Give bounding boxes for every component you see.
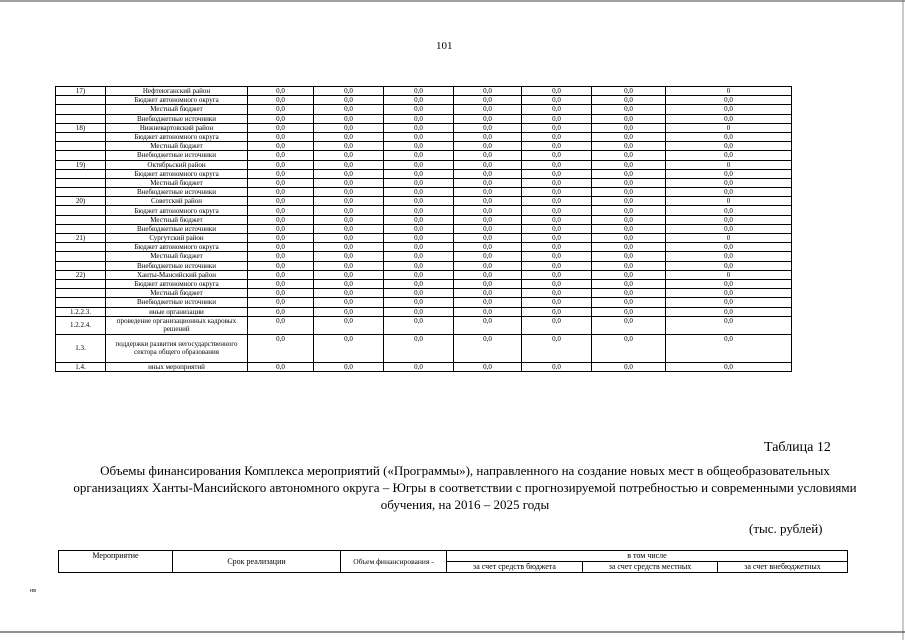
value-cell: 0,0 (384, 289, 454, 298)
value-cell: 0,0 (666, 178, 792, 187)
table-row (56, 307, 792, 316)
row-name-cell: Местный бюджет (106, 178, 248, 187)
row-name-cell: Сургутский район (106, 234, 248, 243)
row-number-cell (56, 289, 106, 298)
value-cell: 0,0 (454, 261, 522, 270)
row-name-cell: иных мероприятий (106, 362, 248, 371)
value-cell: 0,0 (522, 206, 592, 215)
value-cell: 0,0 (666, 224, 792, 233)
table-row (56, 316, 792, 334)
value-cell: 0,0 (666, 316, 792, 334)
value-cell: 0,0 (666, 307, 792, 316)
row-number-cell (56, 96, 106, 105)
value-cell: 0,0 (314, 252, 384, 261)
value-cell: 0,0 (384, 334, 454, 362)
table-row (56, 224, 792, 233)
value-cell: 0,0 (454, 252, 522, 261)
header-extra: за счет внебюджетных (718, 562, 848, 573)
row-number-cell: 22) (56, 270, 106, 279)
value-cell: 0,0 (314, 279, 384, 288)
row-number-cell (56, 132, 106, 141)
value-cell: 0 (666, 197, 792, 206)
value-cell: 0,0 (454, 87, 522, 96)
value-cell: 0,0 (592, 298, 666, 307)
value-cell: 0,0 (248, 270, 314, 279)
value-cell: 0,0 (454, 188, 522, 197)
value-cell: 0,0 (666, 261, 792, 270)
value-cell: 0,0 (522, 224, 592, 233)
value-cell: 0,0 (522, 160, 592, 169)
table-row (56, 279, 792, 288)
value-cell: 0,0 (592, 178, 666, 187)
value-cell: 0,0 (384, 188, 454, 197)
value-cell: 0,0 (384, 114, 454, 123)
value-cell: 0,0 (314, 298, 384, 307)
value-cell: 0,0 (248, 334, 314, 362)
value-cell: 0,0 (592, 289, 666, 298)
value-cell: 0,0 (248, 105, 314, 114)
value-cell: 0,0 (314, 169, 384, 178)
value-cell: 0,0 (248, 123, 314, 132)
header-term: Срок реализации (173, 551, 341, 573)
value-cell: 0,0 (454, 243, 522, 252)
table-row (56, 169, 792, 178)
value-cell: 0,0 (592, 87, 666, 96)
value-cell: 0,0 (314, 96, 384, 105)
value-cell: 0,0 (384, 279, 454, 288)
value-cell: 0,0 (592, 151, 666, 160)
value-cell: 0,0 (248, 206, 314, 215)
value-cell: 0,0 (454, 142, 522, 151)
row-number-cell (56, 105, 106, 114)
value-cell: 0,0 (314, 261, 384, 270)
value-cell: 0,0 (314, 123, 384, 132)
table-row (56, 298, 792, 307)
value-cell: 0,0 (666, 243, 792, 252)
value-cell: 0,0 (248, 142, 314, 151)
row-name-cell: Ханты-Мансийский район (106, 270, 248, 279)
row-name-cell: Внебюджетные источники (106, 261, 248, 270)
value-cell: 0,0 (384, 215, 454, 224)
value-cell: 0,0 (248, 188, 314, 197)
value-cell: 0,0 (454, 215, 522, 224)
table-row (56, 197, 792, 206)
value-cell: 0,0 (666, 298, 792, 307)
row-name-cell: Бюджет автономного округа (106, 96, 248, 105)
value-cell: 0,0 (314, 243, 384, 252)
value-cell: 0,0 (314, 142, 384, 151)
row-number-cell (56, 206, 106, 215)
value-cell: 0,0 (314, 215, 384, 224)
value-cell: 0,0 (314, 234, 384, 243)
value-cell: 0,0 (454, 224, 522, 233)
table-row (56, 215, 792, 224)
scan-edge-right (902, 0, 904, 640)
value-cell: 0,0 (522, 87, 592, 96)
value-cell: 0,0 (314, 114, 384, 123)
row-name-cell: Местный бюджет (106, 289, 248, 298)
value-cell: 0,0 (454, 362, 522, 371)
value-cell: 0,0 (454, 197, 522, 206)
value-cell: 0,0 (384, 169, 454, 178)
row-number-cell (56, 298, 106, 307)
value-cell: 0,0 (522, 261, 592, 270)
value-cell: 0,0 (522, 178, 592, 187)
value-cell: 0,0 (522, 96, 592, 105)
row-number-cell (56, 178, 106, 187)
row-number-cell (56, 243, 106, 252)
value-cell: 0,0 (248, 151, 314, 160)
value-cell: 0,0 (666, 132, 792, 141)
value-cell: 0,0 (522, 279, 592, 288)
value-cell: 0,0 (384, 105, 454, 114)
table-row (56, 123, 792, 132)
value-cell: 0,0 (522, 289, 592, 298)
value-cell: 0,0 (248, 224, 314, 233)
row-number-cell: 1.2.2.4. (56, 316, 106, 334)
row-name-cell: Бюджет автономного округа (106, 169, 248, 178)
funding-table (55, 86, 792, 372)
value-cell: 0,0 (314, 289, 384, 298)
row-name-cell: Советский район (106, 197, 248, 206)
row-number-cell: 1.4. (56, 362, 106, 371)
value-cell: 0,0 (248, 96, 314, 105)
row-name-cell: Внебюджетные источники (106, 224, 248, 233)
row-number-cell (56, 261, 106, 270)
value-cell: 0,0 (314, 151, 384, 160)
header-volume: Объем финансирования - (341, 551, 447, 573)
row-name-cell: Внебюджетные источники (106, 114, 248, 123)
row-number-cell (56, 215, 106, 224)
row-name-cell: Внебюджетные источники (106, 188, 248, 197)
value-cell: 0,0 (454, 105, 522, 114)
value-cell: 0,0 (384, 234, 454, 243)
row-name-cell: Местный бюджет (106, 105, 248, 114)
row-name-cell: Местный бюджет (106, 142, 248, 151)
row-name-cell: Внебюджетные источники (106, 298, 248, 307)
value-cell: 0,0 (384, 307, 454, 316)
value-cell: 0 (666, 87, 792, 96)
value-cell: 0,0 (384, 243, 454, 252)
value-cell: 0,0 (248, 252, 314, 261)
value-cell: 0,0 (592, 105, 666, 114)
value-cell: 0,0 (522, 197, 592, 206)
value-cell: 0,0 (666, 114, 792, 123)
value-cell: 0,0 (454, 307, 522, 316)
value-cell: 0,0 (314, 87, 384, 96)
value-cell: 0,0 (666, 289, 792, 298)
value-cell: 0,0 (384, 252, 454, 261)
row-number-cell: 19) (56, 160, 106, 169)
value-cell: 0,0 (592, 142, 666, 151)
value-cell: 0,0 (592, 270, 666, 279)
value-cell: 0,0 (314, 307, 384, 316)
table-row (56, 362, 792, 371)
value-cell: 0,0 (666, 142, 792, 151)
value-cell: 0,0 (314, 206, 384, 215)
value-cell: 0,0 (592, 123, 666, 132)
value-cell: 0,0 (522, 142, 592, 151)
value-cell: 0,0 (666, 169, 792, 178)
value-cell: 0,0 (384, 151, 454, 160)
value-cell: 0,0 (592, 96, 666, 105)
row-name-cell: проведение организационных кадровых решений (106, 316, 248, 334)
value-cell: 0,0 (384, 224, 454, 233)
row-number-cell: 18) (56, 123, 106, 132)
value-cell: 0,0 (454, 114, 522, 123)
row-number-cell (56, 279, 106, 288)
units-label: (тыс. рублей) (749, 521, 823, 536)
value-cell: 0,0 (454, 123, 522, 132)
row-name-cell: Октябрьский район (106, 160, 248, 169)
value-cell: 0,0 (384, 142, 454, 151)
value-cell: 0,0 (384, 270, 454, 279)
value-cell: 0,0 (454, 298, 522, 307)
value-cell: 0 (666, 123, 792, 132)
table-row (56, 234, 792, 243)
value-cell: 0,0 (666, 105, 792, 114)
value-cell: 0,0 (454, 160, 522, 169)
row-number-cell: 17) (56, 87, 106, 96)
value-cell: 0,0 (592, 188, 666, 197)
value-cell: 0,0 (248, 87, 314, 96)
value-cell: 0,0 (454, 270, 522, 279)
table-row (56, 178, 792, 187)
value-cell: 0,0 (454, 169, 522, 178)
value-cell: 0,0 (454, 206, 522, 215)
header-local: за счет средств местных (583, 562, 718, 573)
row-name-cell: Бюджет автономного округа (106, 279, 248, 288)
value-cell: 0,0 (248, 243, 314, 252)
value-cell: 0,0 (522, 316, 592, 334)
value-cell: 0,0 (522, 298, 592, 307)
value-cell: 0,0 (454, 178, 522, 187)
value-cell: 0,0 (454, 289, 522, 298)
value-cell: 0,0 (454, 132, 522, 141)
table-row (56, 261, 792, 270)
row-number-cell: 21) (56, 234, 106, 243)
table-row (56, 243, 792, 252)
value-cell: 0,0 (384, 132, 454, 141)
row-number-cell: 20) (56, 197, 106, 206)
table-row (56, 105, 792, 114)
table-row (56, 132, 792, 141)
row-number-cell (56, 151, 106, 160)
value-cell: 0,0 (522, 234, 592, 243)
value-cell: 0,0 (248, 114, 314, 123)
page-number: 101 (436, 40, 453, 52)
header-event: Мероприятие (59, 551, 173, 573)
row-name-cell: Бюджет автономного округа (106, 132, 248, 141)
table-row (56, 289, 792, 298)
value-cell: 0,0 (314, 362, 384, 371)
value-cell: 0,0 (454, 316, 522, 334)
value-cell: 0,0 (522, 123, 592, 132)
value-cell: 0,0 (522, 307, 592, 316)
value-cell: 0,0 (522, 215, 592, 224)
header-including: в том числе (447, 551, 848, 562)
value-cell: 0,0 (522, 105, 592, 114)
value-cell: 0,0 (314, 160, 384, 169)
value-cell: 0,0 (522, 188, 592, 197)
value-cell: 0,0 (314, 224, 384, 233)
row-number-cell: 1.2.2.3. (56, 307, 106, 316)
value-cell: 0,0 (592, 279, 666, 288)
table-row (56, 114, 792, 123)
value-cell: 0,0 (314, 316, 384, 334)
value-cell: 0,0 (384, 298, 454, 307)
value-cell: 0,0 (592, 132, 666, 141)
row-number-cell (56, 169, 106, 178)
value-cell: 0,0 (454, 96, 522, 105)
value-cell: 0,0 (248, 307, 314, 316)
value-cell: 0,0 (384, 87, 454, 96)
value-cell: 0,0 (248, 178, 314, 187)
value-cell: 0,0 (666, 206, 792, 215)
value-cell: 0,0 (592, 307, 666, 316)
table-row (56, 87, 792, 96)
value-cell: 0,0 (666, 279, 792, 288)
value-cell: 0,0 (592, 114, 666, 123)
value-cell: 0,0 (666, 334, 792, 362)
value-cell: 0 (666, 160, 792, 169)
row-name-cell: иные организации (106, 307, 248, 316)
scan-edge-bottom (0, 631, 905, 633)
value-cell: 0,0 (248, 362, 314, 371)
value-cell: 0,0 (248, 215, 314, 224)
value-cell: 0,0 (314, 334, 384, 362)
value-cell: 0,0 (522, 362, 592, 371)
value-cell: 0,0 (384, 178, 454, 187)
value-cell: 0,0 (248, 160, 314, 169)
value-cell: 0,0 (454, 334, 522, 362)
table-row (56, 160, 792, 169)
value-cell: 0,0 (248, 279, 314, 288)
table-row (56, 206, 792, 215)
row-name-cell: Внебюджетные источники (106, 151, 248, 160)
value-cell: 0,0 (522, 169, 592, 178)
value-cell: 0,0 (522, 132, 592, 141)
value-cell: 0,0 (384, 123, 454, 132)
value-cell: 0,0 (314, 178, 384, 187)
row-number-cell: 1.3. (56, 334, 106, 362)
value-cell: 0,0 (592, 160, 666, 169)
row-name-cell: Бюджет автономного округа (106, 206, 248, 215)
value-cell: 0,0 (592, 316, 666, 334)
value-cell: 0,0 (248, 169, 314, 178)
value-cell: 0,0 (666, 362, 792, 371)
row-name-cell: Местный бюджет (106, 252, 248, 261)
table-row (56, 252, 792, 261)
value-cell: 0,0 (666, 188, 792, 197)
value-cell: 0,0 (522, 114, 592, 123)
table-row (56, 334, 792, 362)
value-cell: 0,0 (592, 261, 666, 270)
value-cell: 0,0 (248, 316, 314, 334)
value-cell: 0,0 (592, 224, 666, 233)
value-cell: 0,0 (592, 169, 666, 178)
value-cell: 0,0 (248, 132, 314, 141)
table-row (56, 151, 792, 160)
value-cell: 0,0 (592, 334, 666, 362)
value-cell: 0,0 (522, 334, 592, 362)
value-cell: 0,0 (384, 160, 454, 169)
value-cell: 0,0 (454, 279, 522, 288)
value-cell: 0,0 (314, 188, 384, 197)
row-name-cell: Нижневартовский район (106, 123, 248, 132)
value-cell: 0,0 (522, 243, 592, 252)
scan-edge-top (0, 0, 905, 2)
value-cell: 0 (666, 234, 792, 243)
value-cell: 0,0 (522, 270, 592, 279)
row-number-cell (56, 142, 106, 151)
value-cell: 0,0 (314, 197, 384, 206)
footer-mark: нв (30, 588, 37, 594)
row-name-cell: Бюджет автономного округа (106, 243, 248, 252)
table12-header (58, 550, 848, 573)
table-caption: Таблица 12 (764, 440, 831, 455)
value-cell: 0,0 (592, 243, 666, 252)
value-cell: 0,0 (384, 362, 454, 371)
value-cell: 0,0 (384, 96, 454, 105)
header-budget: за счет средств бюджета (447, 562, 583, 573)
row-number-cell (56, 252, 106, 261)
value-cell: 0,0 (592, 206, 666, 215)
value-cell: 0,0 (666, 151, 792, 160)
value-cell: 0,0 (248, 197, 314, 206)
value-cell: 0,0 (666, 96, 792, 105)
value-cell: 0,0 (454, 151, 522, 160)
value-cell: 0,0 (522, 252, 592, 261)
value-cell: 0,0 (314, 105, 384, 114)
value-cell: 0,0 (592, 215, 666, 224)
value-cell: 0,0 (666, 215, 792, 224)
row-number-cell (56, 188, 106, 197)
value-cell: 0,0 (592, 234, 666, 243)
value-cell: 0,0 (248, 298, 314, 307)
table-row (56, 96, 792, 105)
value-cell: 0,0 (248, 261, 314, 270)
value-cell: 0,0 (384, 316, 454, 334)
table-heading: Объемы финансирования Комплекса мероприятий («Программы»), направленного на создание новых мест в общеобразовательных организациях Ханты-Мансийского автономного округа – Югры в соответствии с прогнозируемой потребностью и современными условиями обучения, на 2016 – 2025 годы (73, 463, 857, 512)
table-row (56, 142, 792, 151)
value-cell: 0,0 (592, 252, 666, 261)
value-cell: 0,0 (314, 132, 384, 141)
row-number-cell (56, 114, 106, 123)
funding-table-body (56, 87, 792, 372)
row-number-cell (56, 224, 106, 233)
value-cell: 0,0 (592, 362, 666, 371)
table-row (56, 270, 792, 279)
value-cell: 0,0 (592, 197, 666, 206)
value-cell: 0,0 (522, 151, 592, 160)
row-name-cell: поддержки развития негосударственного сектора общего образования (106, 334, 248, 362)
value-cell: 0,0 (384, 261, 454, 270)
value-cell: 0,0 (384, 206, 454, 215)
row-name-cell: Нефтеюганский район (106, 87, 248, 96)
value-cell: 0,0 (248, 289, 314, 298)
table-row (56, 188, 792, 197)
value-cell: 0,0 (248, 234, 314, 243)
value-cell: 0,0 (666, 252, 792, 261)
row-name-cell: Местный бюджет (106, 215, 248, 224)
value-cell: 0,0 (314, 270, 384, 279)
value-cell: 0,0 (384, 197, 454, 206)
value-cell: 0 (666, 270, 792, 279)
value-cell: 0,0 (454, 234, 522, 243)
